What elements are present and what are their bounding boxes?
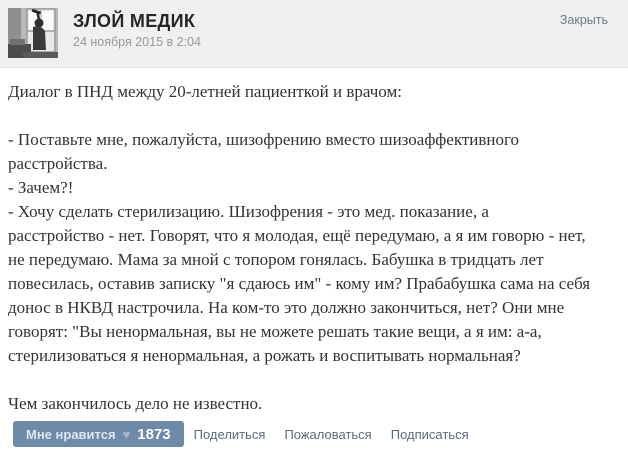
post-text: [8, 80, 610, 416]
report-link[interactable]: Пожаловаться: [284, 426, 372, 442]
post-text-line: расстройство - нет. Говорят, что я молодая, ещё передумаю, а я им говорю - нет,: [8, 226, 586, 245]
post-text-line: [8, 368, 610, 392]
like-count: 1873: [137, 425, 171, 443]
post-text-line: не передумаю. Мама за мной с топором гонялась. Бабушка в тридцать лет: [8, 250, 544, 269]
post-text-line: Диалог в ПНД между 20-летней пациенткой и врачом:: [8, 82, 402, 101]
close-link[interactable]: Закрыть: [559, 13, 608, 27]
like-button[interactable]: [13, 421, 184, 447]
post-text-line: стерилизоваться я ненормальная, а рожать и воспитывать нормальная?: [8, 346, 521, 365]
post-text-line: - Поставьте мне, пожалуйста, шизофрению вместо шизоаффективного: [8, 130, 520, 149]
post-header: [0, 0, 628, 68]
post-date[interactable]: 24 ноября 2015 в 2:04: [73, 35, 201, 49]
share-link[interactable]: Поделиться: [193, 426, 266, 442]
subscribe-link[interactable]: Подписаться: [390, 426, 469, 442]
post-footer: [13, 421, 618, 447]
group-name[interactable]: ЗЛОЙ МЕДИК: [73, 11, 196, 31]
post-text-line: [8, 104, 610, 128]
post-text-line: говорят: "Вы ненормальная, вы не можете решать такие вещи, а я им: а-а,: [8, 322, 542, 341]
avatar-image: [8, 8, 58, 58]
post-text-line: Чем закончилось дело не известно.: [8, 394, 263, 413]
post-text-line: повесилась, оставив записку "я сдаюсь им" - кому им? Прабабушка сама на себя: [8, 274, 591, 293]
like-button-label: Мне нравится: [26, 426, 116, 442]
post-text-line: расстройства.: [8, 154, 108, 173]
post-text-line: - Хочу сделать стерилизацию. Шизофрения - это мед. показание, а: [8, 202, 489, 221]
post-text-line: донос в НКВД настрочила. На ком-то это должно закончиться, нет? Они мне: [8, 298, 565, 317]
group-avatar[interactable]: [8, 8, 58, 58]
post-text-line: - Зачем?!: [8, 178, 74, 197]
heart-icon: ♥: [122, 426, 131, 442]
